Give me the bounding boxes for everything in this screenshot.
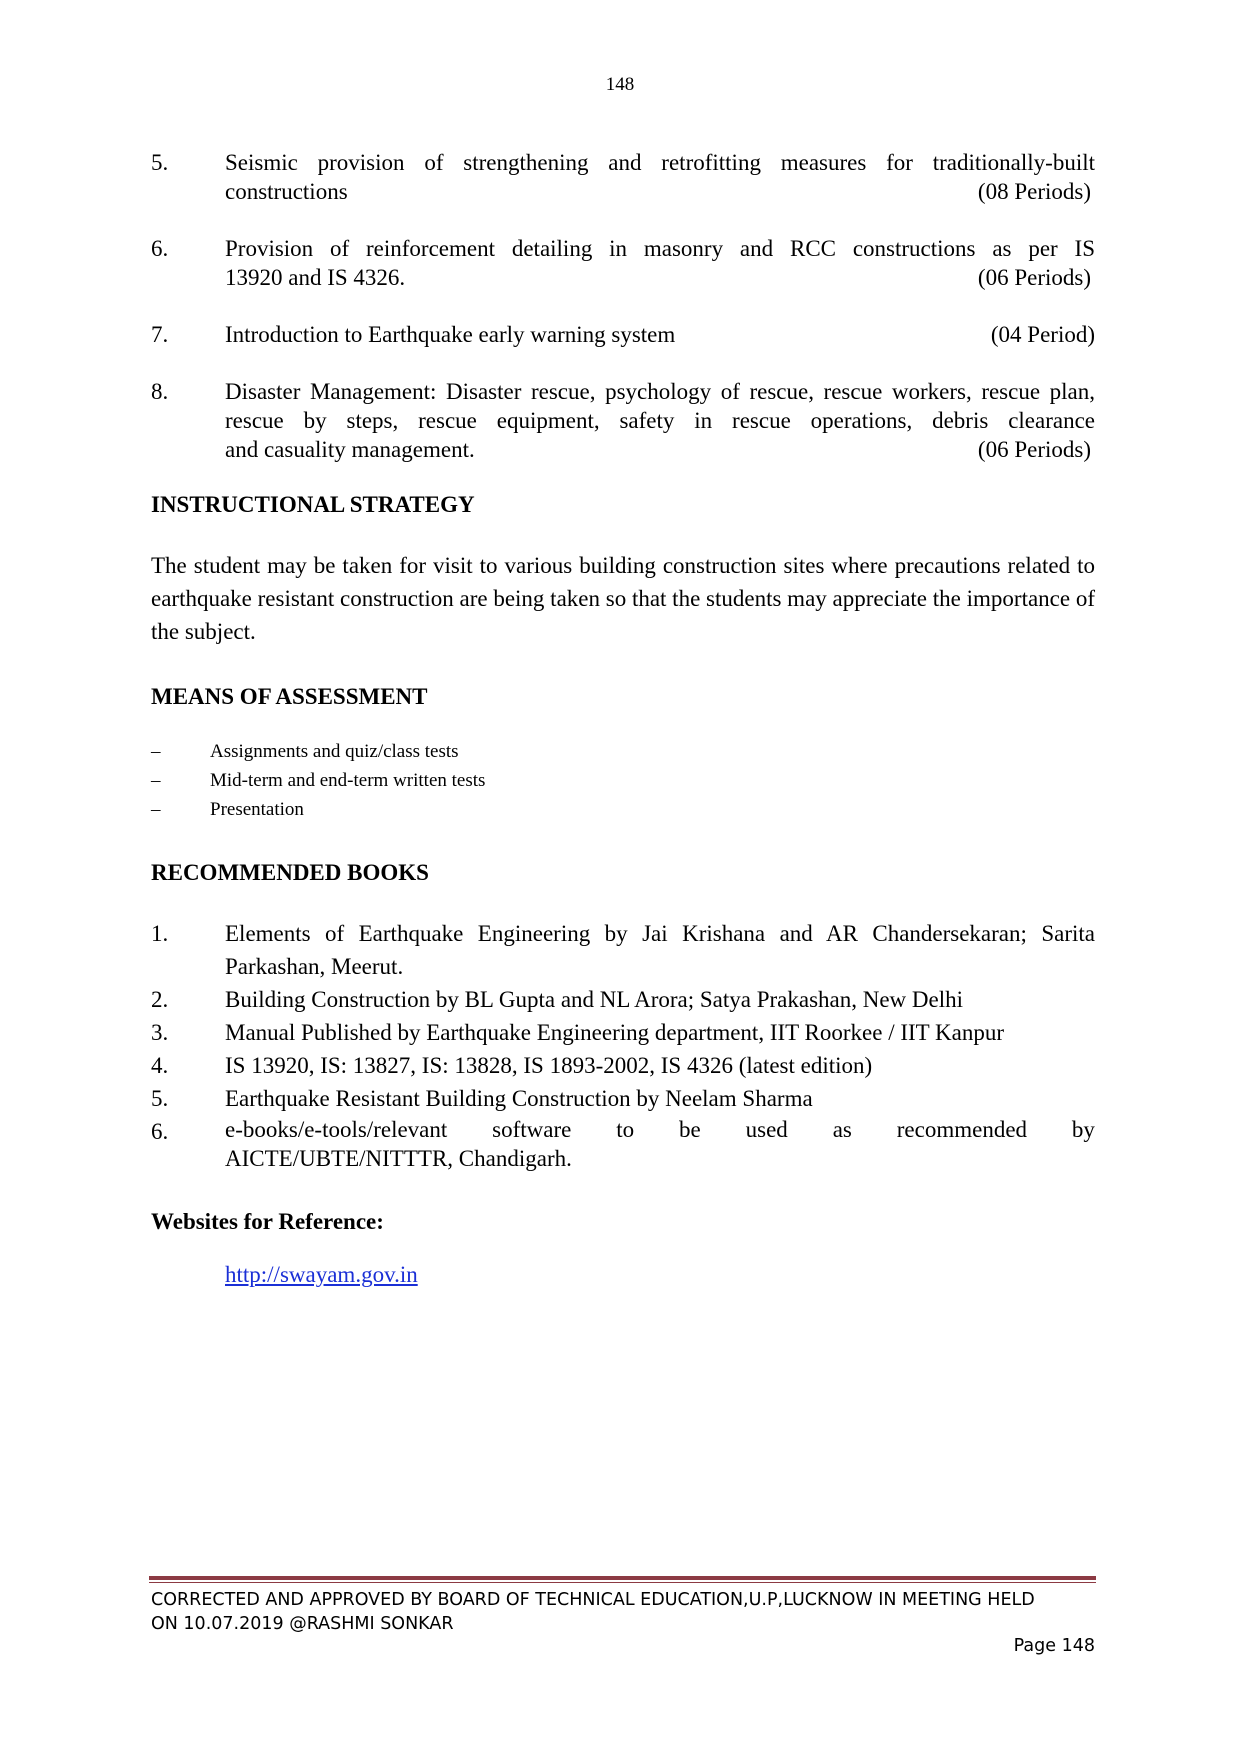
book-item	[151, 1115, 1095, 1173]
topic-number: 8.	[151, 379, 169, 404]
topic-text	[225, 148, 1095, 206]
topic-line: Introduction to Earthquake early warning system	[225, 322, 676, 347]
book-number: 4.	[151, 1053, 169, 1078]
recommended-books-heading: RECOMMENDED BOOKS	[151, 860, 429, 885]
topic-text	[225, 377, 1095, 464]
dash-bullet: –	[151, 799, 161, 820]
topic-period: (08 Periods)	[977, 179, 1091, 204]
book-item	[151, 1049, 1095, 1082]
swayam-link[interactable]: http://swayam.gov.in	[225, 1262, 418, 1287]
instructional-strategy-heading: INSTRUCTIONAL STRATEGY	[151, 492, 475, 517]
topic-number: 6.	[151, 236, 169, 261]
book-number: 1.	[151, 921, 169, 946]
topic-period: (06 Periods)	[977, 437, 1091, 462]
topic-line: Seismic provision of strengthening and retrofitting measures for traditionally-built	[225, 150, 1095, 175]
instructional-strategy-text: The student may be taken for visit to various building construction sites where precautions related to earthquake resistant construction are being taken so that the students may appreciate the importance of the subject.	[151, 553, 1095, 644]
topic-item	[151, 234, 1095, 292]
topic-number: 7.	[151, 322, 169, 347]
footer-line: CORRECTED AND APPROVED BY BOARD OF TECHNICAL EDUCATION,U.P,LUCKNOW IN MEETING HELD	[151, 1590, 1035, 1610]
topic-text	[225, 320, 1095, 349]
book-item	[151, 1016, 1095, 1049]
topic-line: 13920 and IS 4326.	[225, 265, 406, 290]
topic-period: (06 Periods)	[977, 265, 1091, 290]
book-text: IS 13920, IS: 13827, IS: 13828, IS 1893-2002, IS 4326 (latest edition)	[225, 1053, 873, 1078]
list-item-text: Mid-term and end-term written tests	[210, 770, 486, 791]
topic-item	[151, 320, 1095, 349]
book-word: by	[1071, 1117, 1095, 1142]
topic-number: 5.	[151, 150, 169, 175]
book-number: 3.	[151, 1020, 169, 1045]
footer-text	[151, 1588, 1095, 1636]
list-item	[151, 766, 1095, 795]
topic-text	[225, 234, 1095, 292]
book-text: Elements of Earthquake Engineering by Jai Krishana and AR Chandersekaran; Sarita Parkashan, Meerut.	[225, 921, 1095, 979]
book-text: Manual Published by Earthquake Engineering department, IIT Roorkee / IIT Kanpur	[225, 1020, 1005, 1045]
book-word: as	[832, 1117, 852, 1142]
book-text	[225, 1115, 1095, 1173]
book-word: be	[679, 1117, 701, 1142]
footer-line: ON 10.07.2019 @RASHMI SONKAR	[151, 1614, 454, 1634]
websites-heading: Websites for Reference:	[151, 1209, 384, 1234]
topic-period: (04 Period)	[990, 322, 1095, 347]
assessment-list	[151, 737, 1095, 824]
document-body	[151, 148, 1095, 1289]
footer-rule	[149, 1582, 1096, 1583]
topic-line: Disaster Management: Disaster rescue, psychology of rescue, rescue workers, rescue plan, rescue by steps, rescue equipment, safety in rescue operations, debris clearance	[225, 379, 1095, 433]
book-text-line: AICTE/UBTE/NITTTR, Chandigarh.	[225, 1146, 572, 1171]
footer-page-number: Page 148	[1013, 1636, 1095, 1656]
book-word: recommended	[896, 1117, 1028, 1142]
list-item-text: Assignments and quiz/class tests	[210, 741, 459, 762]
topic-item	[151, 377, 1095, 464]
book-word: software	[492, 1117, 572, 1142]
book-number: 5.	[151, 1086, 169, 1111]
book-word: used	[745, 1117, 788, 1142]
topic-item	[151, 148, 1095, 206]
page-number-top: 148	[605, 74, 635, 95]
topic-line: Provision of reinforcement detailing in masonry and RCC constructions as per IS	[225, 236, 1095, 261]
list-item-text: Presentation	[210, 799, 304, 820]
topic-line: constructions	[225, 179, 348, 204]
books-list	[151, 917, 1095, 1173]
list-item	[151, 795, 1095, 824]
book-item	[151, 983, 1095, 1016]
book-number: 6.	[151, 1119, 169, 1144]
book-word: to	[616, 1117, 635, 1142]
means-of-assessment-heading: MEANS OF ASSESSMENT	[151, 684, 428, 709]
book-word: e-books/e-tools/relevant	[225, 1117, 448, 1142]
book-text: Building Construction by BL Gupta and NL Arora; Satya Prakashan, New Delhi	[225, 987, 964, 1012]
footer-rule	[149, 1576, 1096, 1580]
list-item	[151, 737, 1095, 766]
book-text: Earthquake Resistant Building Construction by Neelam Sharma	[225, 1086, 813, 1111]
book-number: 2.	[151, 987, 169, 1012]
dash-bullet: –	[151, 770, 161, 791]
book-item	[151, 1082, 1095, 1115]
book-item	[151, 917, 1095, 983]
topic-line: and casuality management.	[225, 437, 475, 462]
dash-bullet: –	[151, 741, 161, 762]
